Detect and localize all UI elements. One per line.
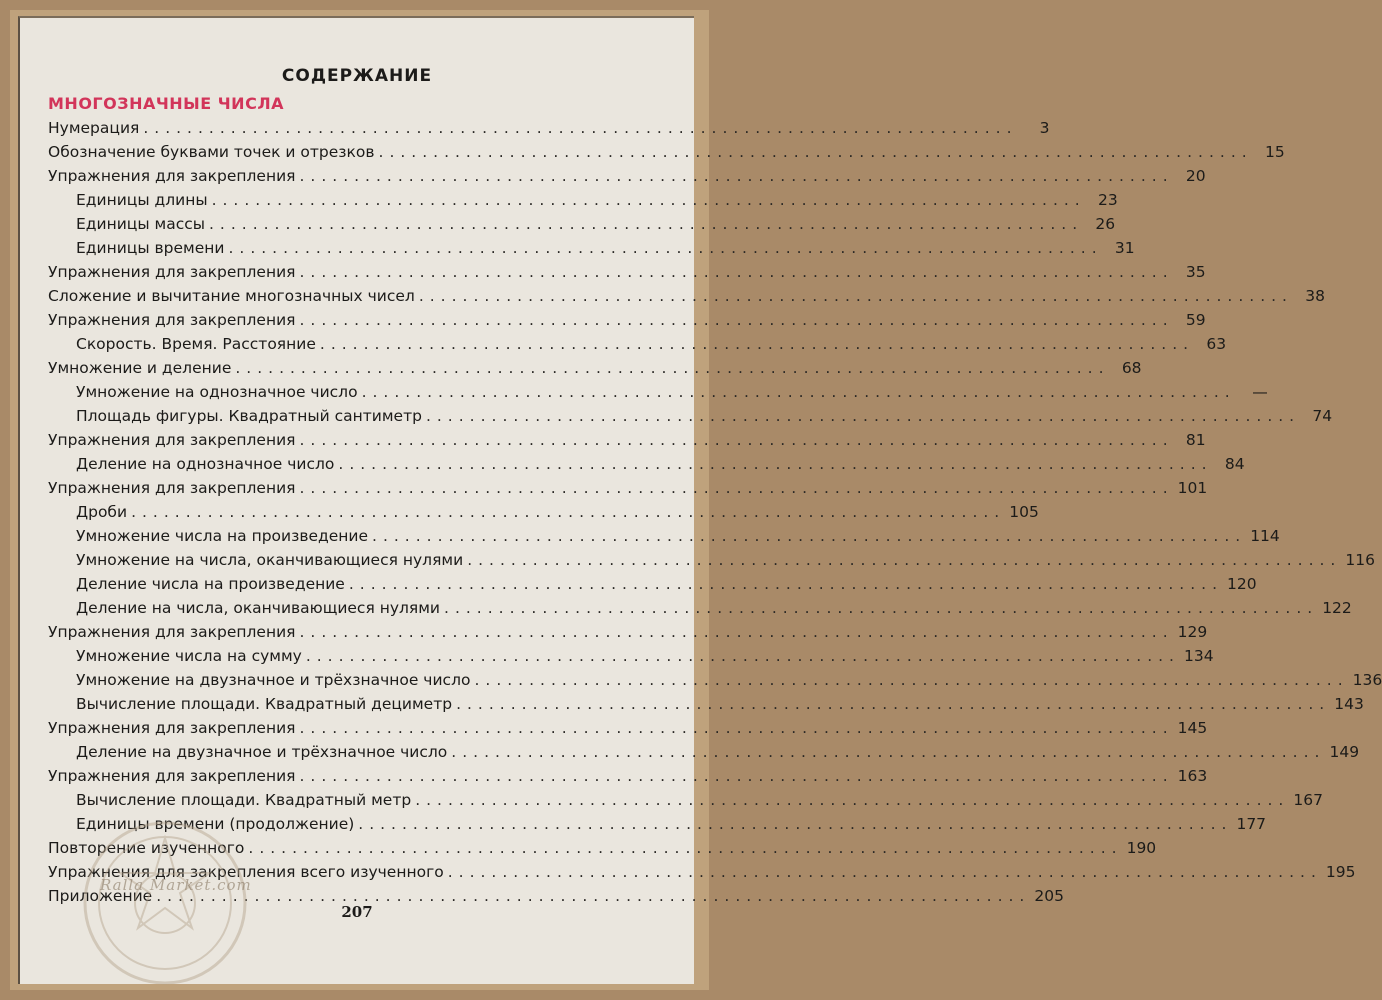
toc-page-number: 105 xyxy=(1009,503,1039,521)
toc-leader-dots: ................................................................................ xyxy=(378,143,1253,161)
toc-leader-dots: ................................................................................ xyxy=(235,359,1110,377)
toc-row xyxy=(48,620,1208,644)
toc-page-number: 120 xyxy=(1227,575,1257,593)
toc-page-number: 31 xyxy=(1114,239,1135,257)
toc-title: Умножение на числа, оканчивающиеся нулями xyxy=(76,551,464,569)
toc-page-number: 26 xyxy=(1095,215,1116,233)
toc-row xyxy=(76,452,1245,476)
toc-leader-dots: ................................................................................ xyxy=(425,407,1301,425)
toc-title: Сложение и вычитание многозначных чисел xyxy=(48,287,415,305)
toc-leader-dots: ................................................................................ xyxy=(456,695,1331,713)
toc-title: Упражнения для закрепления xyxy=(48,263,296,281)
toc-leader-dots: ................................................................................ xyxy=(299,431,1174,449)
toc-leader-dots: ................................................................................ xyxy=(415,791,1290,809)
toc-title: Упражнения для закрепления xyxy=(48,479,296,497)
toc-leader-dots: ................................................................................ xyxy=(358,815,1233,833)
toc-leader-dots: ................................................................................ xyxy=(208,215,1084,233)
toc-row xyxy=(76,524,1280,548)
toc-row xyxy=(76,236,1135,260)
toc-row xyxy=(48,716,1208,740)
toc-page-number: — xyxy=(1252,383,1268,401)
toc-title: Упражнения для закрепления xyxy=(48,623,296,641)
toc-row xyxy=(48,284,1325,308)
toc-leader-dots: ................................................................................ xyxy=(299,767,1174,785)
toc-leader-dots: ................................................................................ xyxy=(143,119,1018,137)
toc-page-number: 59 xyxy=(1185,311,1206,329)
toc-row xyxy=(48,260,1206,284)
toc-leader-dots: ................................................................................ xyxy=(348,575,1224,593)
toc-page-number: 3 xyxy=(1039,119,1050,137)
toc-leader-dots: ................................................................................ xyxy=(467,551,1342,569)
toc-row xyxy=(76,692,1364,716)
toc-leader-dots: ................................................................................ xyxy=(299,167,1174,185)
toc-title: Вычисление площади. Квадратный метр xyxy=(76,791,412,809)
toc-row xyxy=(48,116,1050,140)
toc-page-number: 68 xyxy=(1121,359,1142,377)
toc-leader-dots: ................................................................................ xyxy=(474,671,1349,689)
toc-row xyxy=(48,476,1208,500)
toc-row xyxy=(48,428,1206,452)
page-number: 207 xyxy=(341,903,373,921)
toc-leader-dots: ................................................................................ xyxy=(299,623,1174,641)
toc-page-number: 195 xyxy=(1325,863,1356,881)
toc-row xyxy=(76,332,1227,356)
toc-title: Упражнения для закрепления xyxy=(48,311,296,329)
toc-row xyxy=(76,572,1257,596)
toc-title: Обозначение буквами точек и отрезков xyxy=(48,143,375,161)
toc-page-number: 190 xyxy=(1126,839,1157,857)
toc-title: Единицы времени xyxy=(76,239,225,257)
toc-leader-dots: ................................................................................ xyxy=(299,311,1174,329)
toc-page-number: 205 xyxy=(1034,887,1064,905)
toc-title: Единицы массы xyxy=(76,215,205,233)
toc-page-number: 35 xyxy=(1185,263,1206,281)
watermark-seal xyxy=(80,818,250,988)
toc-row xyxy=(76,212,1116,236)
toc-row xyxy=(76,188,1118,212)
toc-row xyxy=(48,764,1208,788)
toc-title: Упражнения для закрепления всего изученного xyxy=(48,863,444,881)
toc-page-number: 167 xyxy=(1293,791,1323,809)
toc-row xyxy=(76,740,1360,764)
toc-title: Упражнения для закрепления xyxy=(48,167,296,185)
toc-page-number: 114 xyxy=(1250,527,1280,545)
toc-row xyxy=(76,380,1268,404)
toc-leader-dots: ................................................................................ xyxy=(444,599,1319,617)
toc-row xyxy=(76,500,1039,524)
toc-row xyxy=(76,404,1333,428)
toc-title: Упражнения для закрепления xyxy=(48,431,296,449)
toc-title: Умножение числа на сумму xyxy=(76,647,302,665)
toc-title: Деление на двузначное и трёхзначное число xyxy=(76,743,448,761)
toc-row xyxy=(76,788,1323,812)
toc-title: Единицы времени (продолжение) xyxy=(76,815,355,833)
toc-leader-dots: ................................................................................ xyxy=(447,863,1322,881)
toc-page-number: 116 xyxy=(1345,551,1375,569)
toc-row xyxy=(48,164,1206,188)
toc-leader-dots: ................................................................................ xyxy=(299,263,1174,281)
toc-row xyxy=(76,596,1352,620)
toc-title: Умножение на двузначное и трёхзначное число xyxy=(76,671,471,689)
toc-leader-dots: ................................................................................ xyxy=(228,239,1103,257)
toc-page-number: 134 xyxy=(1184,647,1214,665)
book-page xyxy=(18,16,1382,984)
toc-leader-dots: ................................................................................ xyxy=(338,455,1213,473)
toc-title: Скорость. Время. Расстояние xyxy=(76,335,316,353)
toc-page-number: 122 xyxy=(1322,599,1352,617)
toc-leader-dots: ................................................................................ xyxy=(299,479,1174,497)
toc-title: Деление на числа, оканчивающиеся нулями xyxy=(76,599,441,617)
toc-page-number: 74 xyxy=(1312,407,1333,425)
watermark-text: Ralla Market.com xyxy=(100,876,252,894)
toc-row xyxy=(76,644,1214,668)
toc-leader-dots: ................................................................................ xyxy=(156,887,1031,905)
toc-leader-dots: ................................................................................ xyxy=(299,719,1174,737)
toc-title: Единицы длины xyxy=(76,191,208,209)
toc-title: Умножение на однозначное число xyxy=(76,383,358,401)
toc-page-number: 149 xyxy=(1329,743,1360,761)
toc-title: Деление числа на произведение xyxy=(76,575,345,593)
toc-leader-dots: ................................................................................ xyxy=(372,527,1247,545)
toc-title: Упражнения для закрепления xyxy=(48,719,296,737)
toc-row xyxy=(48,356,1142,380)
toc-title: Вычисление площади. Квадратный дециметр xyxy=(76,695,453,713)
toc-page-number: 136 xyxy=(1352,671,1382,689)
toc-leader-dots: ................................................................................ xyxy=(451,743,1326,761)
toc-title: Повторение изученного xyxy=(48,839,245,857)
toc-page-number: 143 xyxy=(1334,695,1364,713)
toc-page-number: 177 xyxy=(1236,815,1267,833)
toc-title: Деление на однозначное число xyxy=(76,455,335,473)
toc-title: Нумерация xyxy=(48,119,140,137)
toc-row xyxy=(76,548,1375,572)
toc-row xyxy=(48,140,1285,164)
toc-title: Площадь фигуры. Квадратный сантиметр xyxy=(76,407,422,425)
toc-page-number: 20 xyxy=(1185,167,1206,185)
toc-page-number: 145 xyxy=(1177,719,1208,737)
toc-leader-dots: ................................................................................ xyxy=(305,647,1180,665)
toc-title: Дроби xyxy=(76,503,128,521)
toc-page-number: 101 xyxy=(1177,479,1208,497)
toc-page-number: 23 xyxy=(1098,191,1118,209)
toc-row xyxy=(76,668,1382,692)
toc-page-number: 129 xyxy=(1177,623,1208,641)
toc-title: Умножение числа на произведение xyxy=(76,527,369,545)
toc-leader-dots: ................................................................................ xyxy=(319,335,1195,353)
toc-page-number: 84 xyxy=(1224,455,1245,473)
toc-leader-dots: ................................................................................ xyxy=(361,383,1236,401)
toc-row xyxy=(48,308,1206,332)
toc-title: Умножение и деление xyxy=(48,359,232,377)
page-heading: СОДЕРЖАНИЕ xyxy=(281,66,433,86)
toc-title: Упражнения для закрепления xyxy=(48,767,296,785)
toc-page-number: 15 xyxy=(1264,143,1285,161)
section-title: МНОГОЗНАЧНЫЕ ЧИСЛА xyxy=(48,94,284,113)
toc-leader-dots: ................................................................................ xyxy=(131,503,1006,521)
toc-leader-dots: ................................................................................ xyxy=(248,839,1123,857)
toc-title: Приложение xyxy=(48,887,153,905)
toc-page-number: 163 xyxy=(1177,767,1208,785)
toc-page-number: 38 xyxy=(1305,287,1325,305)
toc-page-number: 63 xyxy=(1206,335,1227,353)
toc-page-number: 81 xyxy=(1185,431,1206,449)
toc-leader-dots: ................................................................................ xyxy=(211,191,1086,209)
toc-leader-dots: ................................................................................ xyxy=(418,287,1293,305)
